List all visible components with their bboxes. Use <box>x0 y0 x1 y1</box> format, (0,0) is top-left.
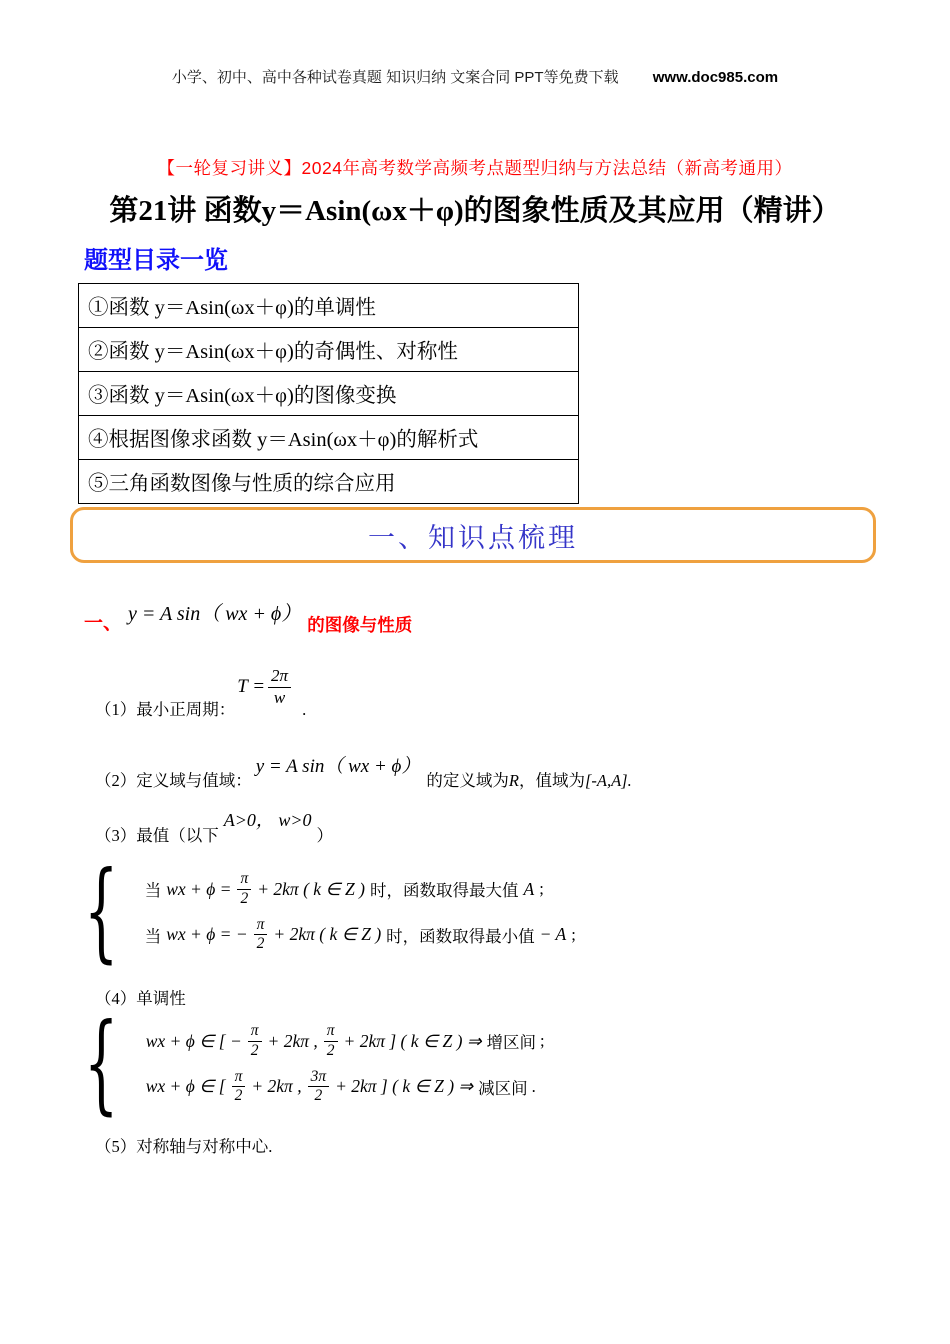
extrema-condition: A>0， w>0 <box>223 810 312 830</box>
toc-heading: 题型目录一览 <box>84 247 228 274</box>
denominator: w <box>273 687 286 707</box>
fraction <box>232 1069 246 1105</box>
fraction <box>237 871 251 907</box>
knowledge-subsection-heading <box>84 598 412 638</box>
subsection-number: 一、 <box>84 613 123 634</box>
numerator: π <box>248 1023 262 1042</box>
case-text: 时，函数取得最小值 <box>386 926 535 946</box>
case-text: 减区间 <box>478 1078 528 1098</box>
site-link[interactable]: www.doc985.com <box>652 69 779 86</box>
toc-row <box>79 284 579 328</box>
case-text: 时，函数取得最大值 <box>369 881 519 901</box>
domain-text: ，值域为 <box>518 771 585 790</box>
left-brace: { <box>84 849 119 974</box>
case-math: wx + ϕ ∈ [ <box>145 1076 226 1097</box>
series-line: 【一轮复习讲义】2024年高考数学高频考点题型归纳与方法总结（新高考通用） <box>157 158 793 178</box>
toc-row <box>79 328 579 372</box>
extrema-case-min <box>143 917 578 953</box>
item-domain-label: （2）定义域与值域： <box>95 771 252 790</box>
item-symmetry-label: （5）对称轴与对称中心. <box>95 1137 273 1156</box>
denominator: 2 <box>326 1041 335 1059</box>
numerator: π <box>324 1023 338 1042</box>
site-header <box>0 66 950 87</box>
denominator: 2 <box>314 1087 323 1105</box>
case-end: ; <box>571 924 576 944</box>
fraction <box>308 1069 330 1105</box>
item-domain <box>95 745 632 791</box>
denominator: 2 <box>256 935 265 953</box>
denominator: 2 <box>240 889 249 907</box>
item-extrema <box>95 806 333 846</box>
section-title-box <box>70 507 876 563</box>
toc-row <box>79 460 579 504</box>
case-text: 增区间 <box>486 1033 536 1053</box>
left-brace: { <box>84 1001 119 1126</box>
case-end: ; <box>539 879 544 899</box>
domain-formula: y = A sin（ wx + ϕ） <box>255 756 421 777</box>
fraction <box>324 1023 338 1059</box>
numerator: π <box>237 871 251 890</box>
numerator: π <box>254 917 268 936</box>
section-title: 一、知识点梳理 <box>368 522 578 553</box>
case-end: . <box>531 1076 536 1096</box>
case-math: wx + ϕ ∈ [ − <box>145 1030 242 1051</box>
numerator: π <box>232 1069 246 1088</box>
subsection-suffix: 的图像与性质 <box>307 615 413 635</box>
monotonic-case-lines <box>143 1023 547 1105</box>
header-text: 小学、初中、高中各种试卷真题 知识归纳 文案合同 PPT等免费下载 <box>171 69 619 86</box>
period-formula <box>237 667 294 707</box>
subsection-formula: y = A sin（ wx + ϕ） <box>128 603 302 625</box>
case-math: + 2kπ , <box>267 1030 318 1051</box>
extrema-case-max <box>143 871 578 907</box>
item-extrema-label: （3）最值（以下 <box>95 826 219 845</box>
case-text: 当 <box>144 926 162 946</box>
item-period <box>95 658 306 720</box>
fraction <box>268 667 291 707</box>
case-math: + 2kπ , <box>251 1076 302 1097</box>
toc-table <box>78 283 579 504</box>
extrema-cases <box>84 849 578 974</box>
period-lhs: T = <box>237 676 266 698</box>
toc-item-label: ④根据图像求函数 y＝Asin(ωx＋φ)的解析式 <box>79 416 579 460</box>
toc-item-label: ①函数 y＝Asin(ωx＋φ)的单调性 <box>79 284 579 328</box>
toc-item-label: ③函数 y＝Asin(ωx＋φ)的图像变换 <box>79 372 579 416</box>
toc-row <box>79 372 579 416</box>
numerator: 3π <box>308 1069 330 1088</box>
toc-item-label: ⑤三角函数图像与性质的综合应用 <box>79 460 579 504</box>
page-title: 第21讲 函数y＝Asin(ωx＋φ)的图象性质及其应用（精讲） <box>109 195 841 227</box>
case-math: − A <box>539 924 567 945</box>
case-end: ; <box>539 1031 545 1051</box>
fraction <box>248 1023 262 1059</box>
monotonic-case-increase <box>143 1023 547 1059</box>
extrema-case-lines <box>143 871 578 953</box>
toc-item-label: ②函数 y＝Asin(ωx＋φ)的奇偶性、对称性 <box>79 328 579 372</box>
case-math: + 2kπ ( k ∈ Z ) <box>273 924 382 945</box>
monotonic-case-decrease <box>143 1069 547 1105</box>
domain-set-symbol: R <box>508 771 519 790</box>
case-math: wx + ϕ = <box>166 878 232 899</box>
fraction <box>254 917 268 953</box>
case-math: wx + ϕ = − <box>166 924 248 945</box>
denominator: 2 <box>234 1087 243 1105</box>
item-period-label: （1）最小正周期： <box>95 700 236 719</box>
case-math: A <box>523 878 535 899</box>
case-text: 当 <box>144 881 162 901</box>
numerator: 2π <box>268 667 291 687</box>
case-math: + 2kπ ( k ∈ Z ) <box>257 878 365 899</box>
domain-range: [-A,A]. <box>584 771 632 790</box>
toc-row <box>79 416 579 460</box>
case-math: + 2kπ ] ( k ∈ Z ) ⇒ <box>343 1030 482 1051</box>
monotonic-cases <box>84 1001 547 1126</box>
denominator: 2 <box>250 1041 259 1059</box>
item-extrema-close: ） <box>316 826 334 845</box>
item-period-tail: . <box>302 700 307 719</box>
case-math: + 2kπ ] ( k ∈ Z ) ⇒ <box>335 1076 474 1097</box>
domain-text: 的定义域为 <box>426 771 509 790</box>
item-monotonic-label: （4）单调性 <box>95 989 186 1008</box>
